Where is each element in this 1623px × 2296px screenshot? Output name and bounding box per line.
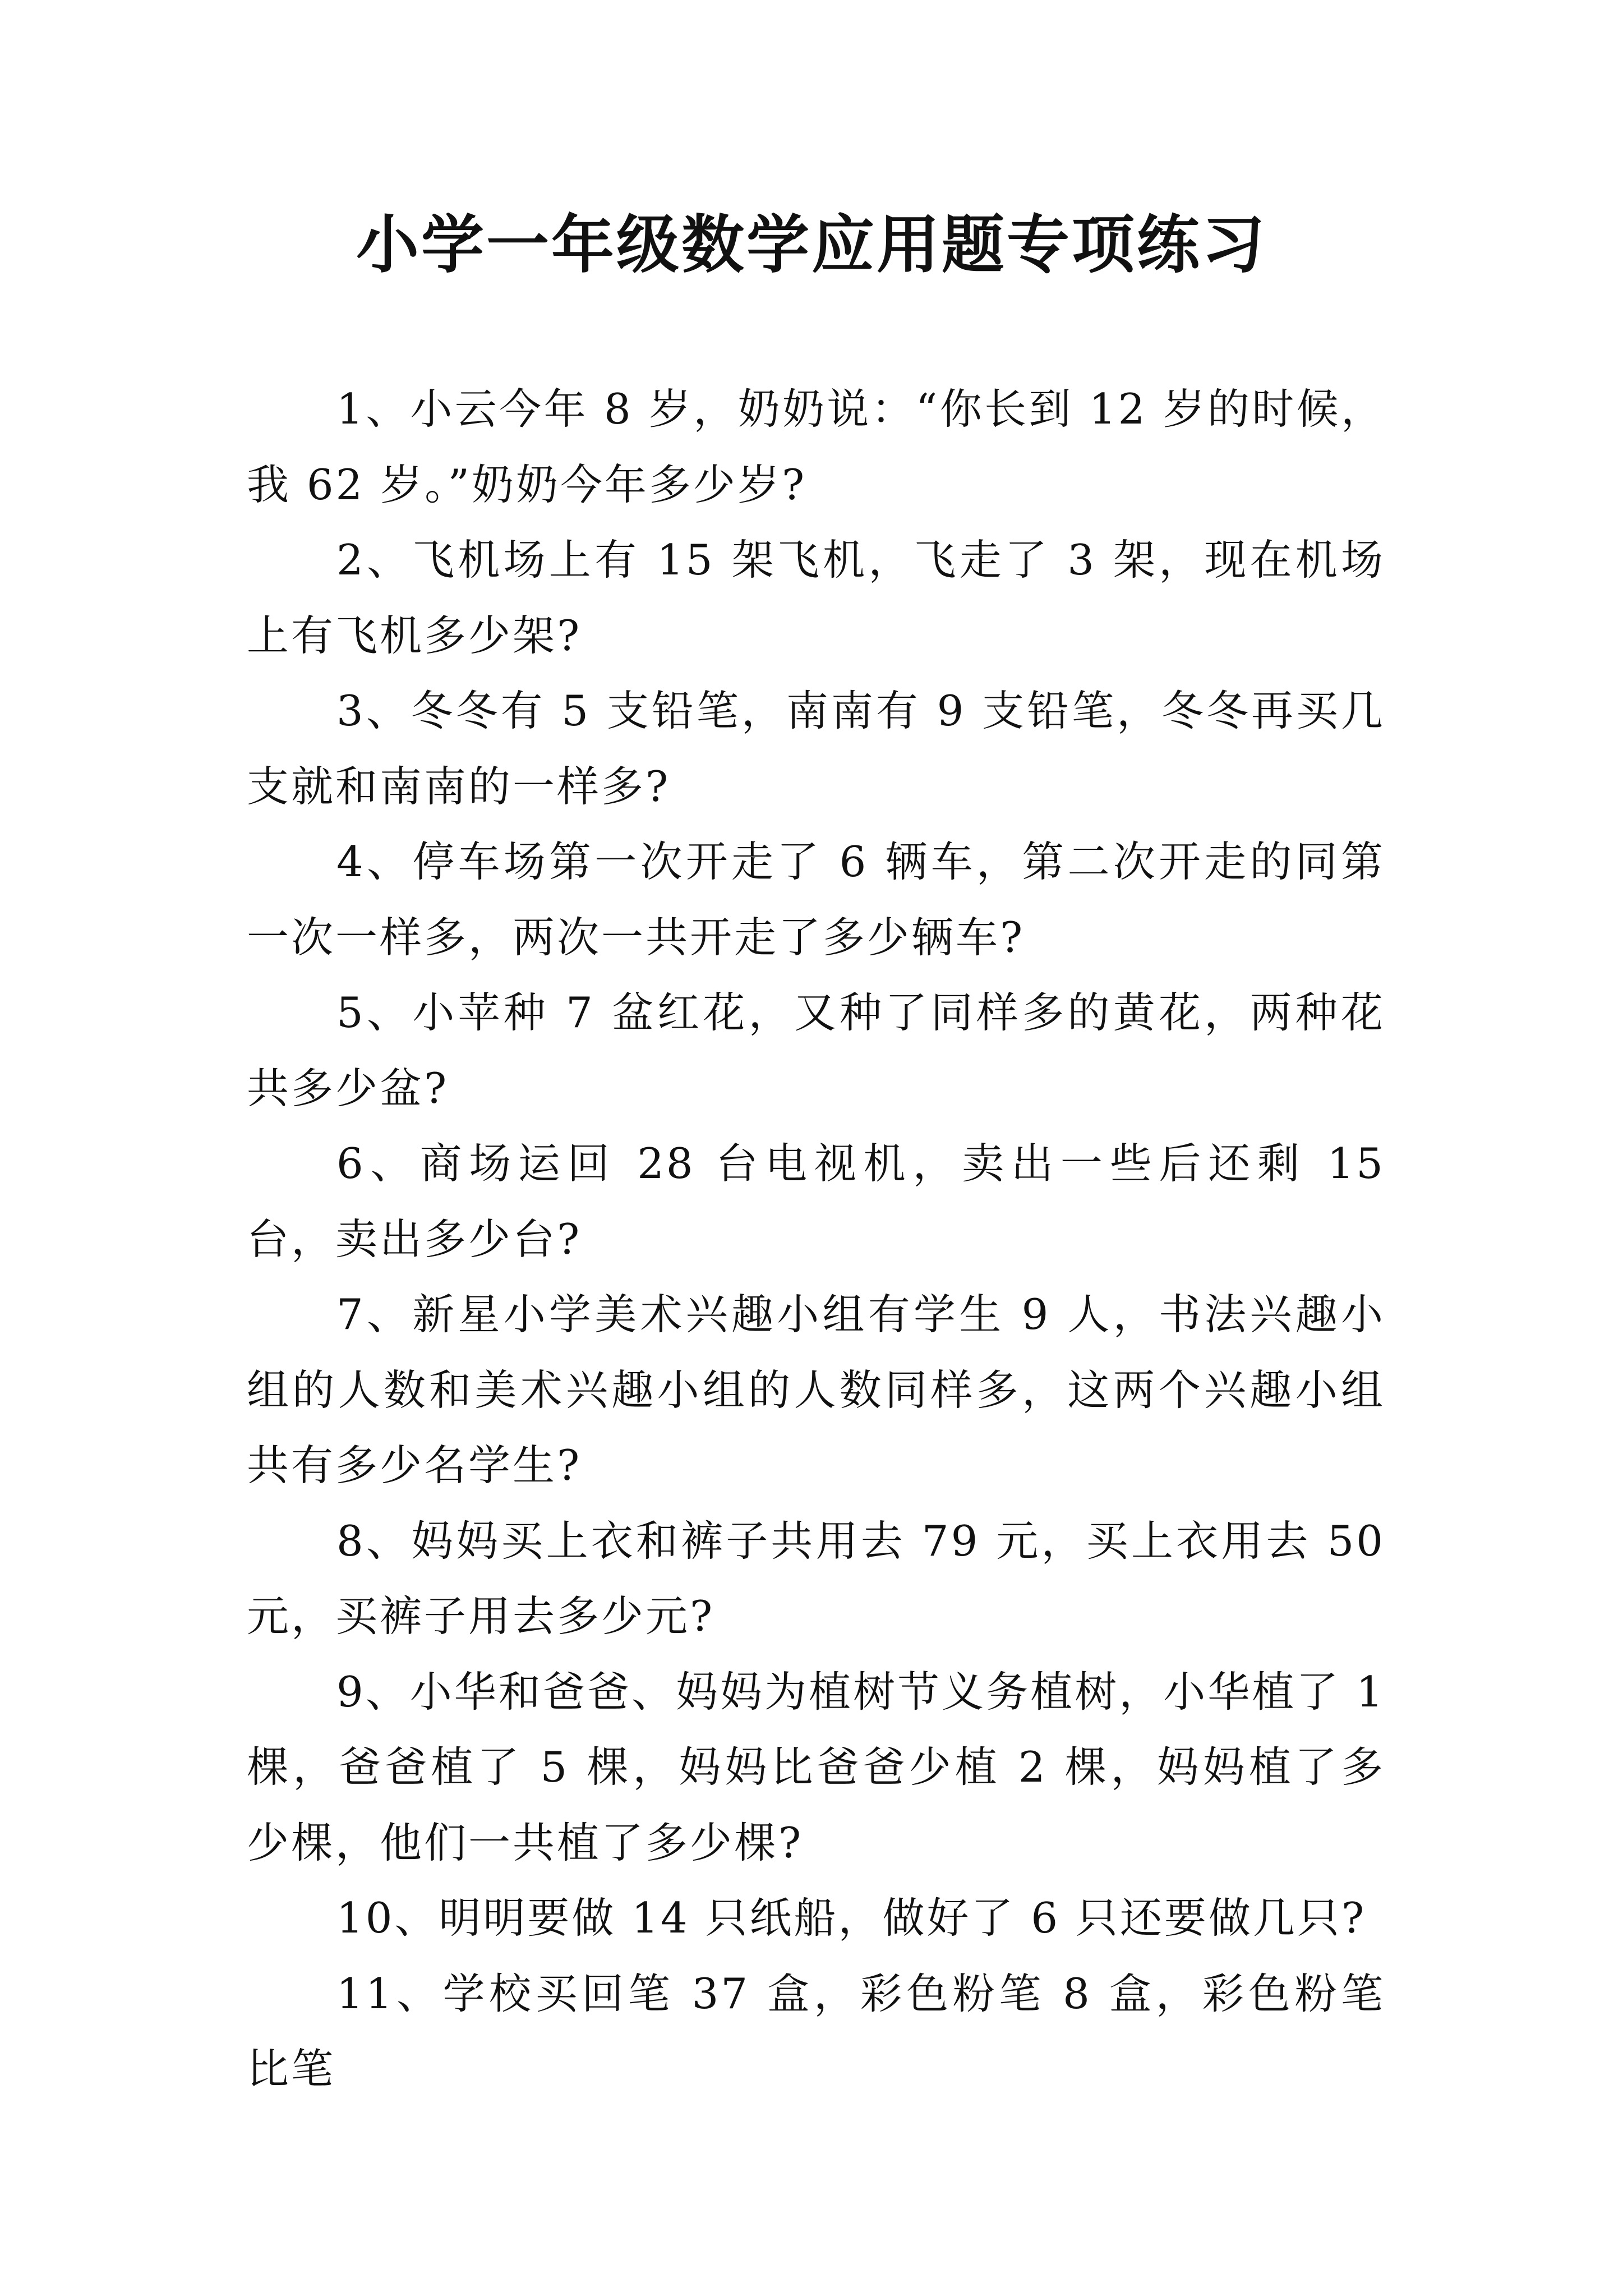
question-11: 11、学校买回笔 37 盒，彩色粉笔 8 盒，彩色粉笔比笔 — [247, 1968, 1385, 2093]
question-5: 5、小苹种 7 盆红花，又种了同样多的黄花，两种花共多少盆? — [247, 988, 1385, 1113]
question-9: 9、小华和爸爸、妈妈为植树节义务植树，小华植了 1 棵，爸爸植了 5 棵，妈妈比爸爸少植 2 棵，妈妈植了多少棵，他们一共植了多少棵? — [247, 1667, 1385, 1867]
question-6: 6、商场运回 28 台电视机，卖出一些后还剩 15 台，卖出多少台? — [247, 1139, 1385, 1264]
question-3: 3、冬冬有 5 支铅笔，南南有 9 支铅笔，冬冬再买几支就和南南的一样多? — [247, 686, 1385, 811]
question-1: 1、小云今年 8 岁，奶奶说：“你长到 12 岁的时候，我 62 岁。”奶奶今年多少岁? — [247, 384, 1385, 509]
question-4: 4、停车场第一次开走了 6 辆车，第二次开走的同第一次一样多，两次一共开走了多少辆车? — [247, 837, 1385, 962]
question-list — [247, 371, 1385, 2107]
question-7: 7、新星小学美术兴趣小组有学生 9 人，书法兴趣小组的人数和美术兴趣小组的人数同样多，这两个兴趣小组共有多少名学生? — [247, 1290, 1385, 1490]
question-2: 2、飞机场上有 15 架飞机，飞走了 3 架，现在机场上有飞机多少架? — [247, 535, 1385, 660]
question-8: 8、妈妈买上衣和裤子共用去 79 元，买上衣用去 50 元，买裤子用去多少元? — [247, 1516, 1385, 1641]
question-10: 10、明明要做 14 只纸船，做好了 6 只还要做几只? — [336, 1893, 1367, 1943]
page-title: 小学一年级数学应用题专项练习 — [356, 208, 1267, 282]
